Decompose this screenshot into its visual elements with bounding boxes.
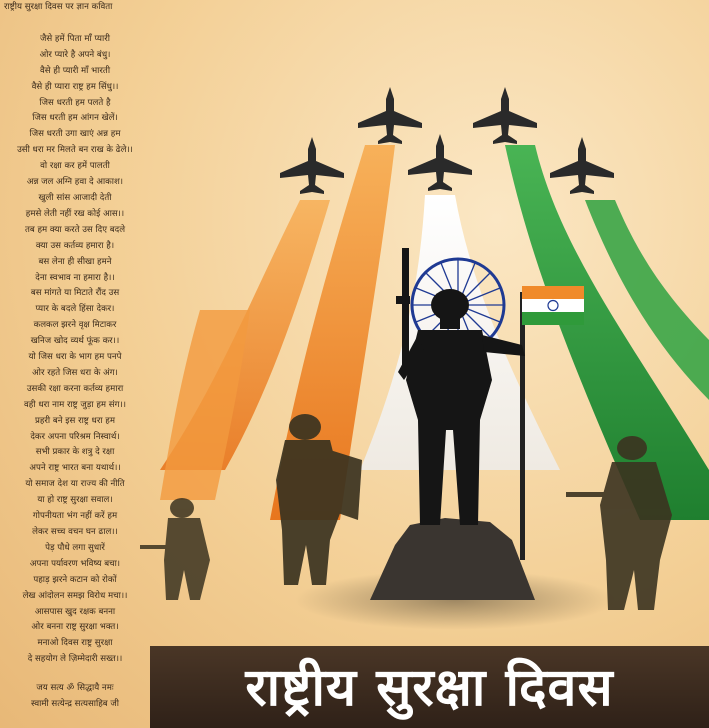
poem-line: गोपनीयता भंग नहीं करें हम	[32, 511, 118, 522]
poem-line: मनाओ दिवस राष्ट्र सुरक्षा	[37, 638, 113, 649]
poem-line: पेड़ पौधे लगा सुधारें	[45, 542, 105, 553]
soldier-silhouette	[140, 498, 210, 600]
signature-line: स्वामी सत्येन्द्र सत्यसाहिब जी	[30, 699, 120, 710]
poem-line: उसकी रक्षा करना कर्तव्य हमारा	[26, 383, 124, 394]
poem-lines	[0, 32, 150, 668]
fighter-jet-icon	[280, 137, 344, 194]
poem-line: पहाड़ झरने कटान को रोकों	[33, 574, 117, 585]
poem-line: वही धरा नाम राष्ट्र जुड़ा हम संग।।	[24, 399, 126, 410]
poem-line: तब हम क्या करते उस दिए बदले	[24, 224, 126, 235]
poem-line: जैसे हमें पिता माँ प्यारी	[40, 33, 110, 44]
fighter-jet-icon	[408, 134, 472, 191]
poem-line: यो जिस धरा के भाग हम पनपे	[28, 352, 122, 363]
fighter-jet-icon	[358, 87, 422, 144]
fighter-jet-icon	[550, 137, 614, 194]
poem-line: अपना पर्यावरण भविष्य बचा।	[29, 558, 121, 569]
poem-signature	[0, 681, 150, 713]
poem-line: या हो राष्ट्र सुरक्षा सवाल।	[37, 495, 113, 506]
poem-line: वैसे ही प्यारी माँ भारती	[39, 65, 111, 76]
poem-line: जिस धरती उगा खाएं अन्न हम	[29, 129, 121, 140]
poem-line: हमसे लेती नहीं रख कोई आस।।	[25, 208, 125, 219]
poem-title: राष्ट्रीय सुरक्षा दिवस पर ज्ञान कविता	[4, 2, 113, 12]
poem-line: अपने राष्ट्र भारत बना यथार्थ।।	[29, 463, 121, 474]
poem-line: बस मांगते या मिटाते रौंद उस	[30, 288, 120, 299]
fighter-jet-icon	[473, 87, 537, 144]
poem-block	[0, 0, 150, 713]
poem-line: जिस धरती हम आंगन खेलें।	[32, 113, 118, 124]
poem-line: कलकल झरने वृक्ष मिटाकर	[33, 320, 117, 331]
poem-line: ओर रहते जिस धरा के अंग।	[32, 367, 118, 378]
poem-line: बस लेना ही सीखा हमने	[38, 256, 112, 267]
poem-line: क्या उस कर्तव्य हमारा है।	[35, 240, 115, 251]
poem-line: खनिज खोद व्यर्थ फूंक कर।।	[30, 336, 120, 347]
poem-line: लेकर सच्च वचन घन ढाल।।	[32, 527, 118, 537]
poem-line: यो समाज देश या राज्य की नीति	[25, 479, 125, 490]
poem-line: वैसे ही प्यारा राष्ट्र हम सिंधु।।	[31, 81, 119, 92]
poem-line: देना स्वभाव ना हमारा है।।	[35, 272, 115, 283]
poem-line: ओर प्यारे है अपने बंधु।	[39, 49, 111, 60]
signature-line: जय सत्य ॐ सिद्धायै नमः	[36, 683, 114, 694]
poem-line: प्यार के बदले हिंसा देकर।	[35, 304, 115, 315]
poem-line: प्रहरी बने इस राष्ट्र धरा हम	[34, 415, 116, 426]
poem-line: आसपास खुद रक्षक बनना	[34, 606, 116, 617]
rock-pedestal	[295, 518, 615, 630]
poem-line: लेख आंदोलन समझ विरोध मचा।।	[22, 590, 128, 601]
poem-line: अन्न जल अग्नि हवा दे आकाश।	[26, 177, 124, 188]
poem-line: सभी प्रकार के शत्रु दे रक्षा	[35, 447, 115, 458]
poem-line: ओर बनना राष्ट्र सुरक्षा भक्त।	[31, 622, 119, 633]
poem-line: देकर अपना परिश्रम निस्वार्थ।	[30, 431, 120, 442]
poem-line: खुली सांस आजादी देती	[38, 192, 112, 203]
poem-line: उसी धरा मर मिलते बन राख के ढेले।।	[17, 145, 133, 156]
poster-heading: राष्ट्रीय सुरक्षा दिवस	[245, 658, 614, 718]
poem-line: जिस धरती हम पलते है	[39, 97, 111, 108]
poem-line: दे सहयोग ले ज़िम्मेदारी सख्त।।	[27, 654, 123, 665]
poem-line: वो रक्षा कर हमें पालती	[40, 161, 110, 172]
